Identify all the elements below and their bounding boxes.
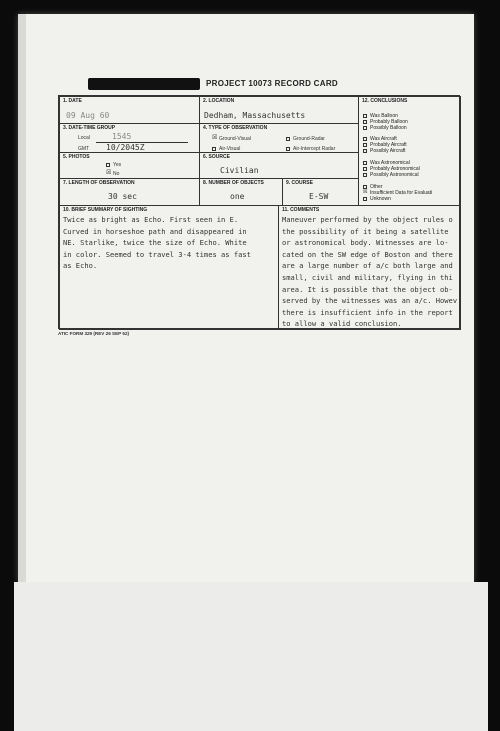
conclusion-item: Possibly Astronomical (363, 172, 419, 178)
date-cell (59, 96, 200, 124)
source-value: Civilian (220, 166, 259, 175)
date-value: 09 Aug 60 (66, 111, 110, 120)
checkbox-icon (363, 185, 367, 189)
conclusion-item: Probably Balloon (363, 119, 408, 125)
summary-cell (59, 205, 279, 330)
checkbox-icon (363, 143, 367, 147)
checked-box-icon: ☒ (212, 135, 218, 142)
checkbox-icon (363, 161, 367, 165)
checkbox-icon (286, 137, 290, 141)
checkbox-icon (363, 114, 367, 118)
photos-cell (59, 152, 200, 179)
checkbox-icon (363, 197, 367, 201)
conclusion-item: Possibly Aircraft (363, 148, 406, 154)
conclusion-item: Possibly Balloon (363, 125, 407, 131)
conclusion-item: Unknown (363, 196, 391, 202)
conclusion-item: ☒ Insufficient Data for Evaluati (363, 189, 433, 196)
dtg-label: 3. DATE-TIME GROUP (63, 125, 116, 131)
paper-edge (18, 14, 26, 582)
redaction-bar (88, 78, 200, 90)
comments-label: 11. COMMENTS (282, 207, 320, 213)
date-time-group-cell (59, 123, 200, 153)
air-visual-option: Air-Visual (212, 146, 240, 152)
checkbox-icon (363, 167, 367, 171)
paper-lower-area (14, 582, 488, 731)
conclusion-item: Probably Aircraft (363, 142, 407, 148)
location-label: 2. LOCATION (203, 98, 235, 104)
checkbox-icon (363, 149, 367, 153)
location-cell (199, 96, 359, 124)
length-label: 7. LENGTH OF OBSERVATION (63, 180, 135, 186)
source-cell (199, 152, 359, 179)
location-value: Dedham, Massachusetts (204, 111, 306, 120)
checkbox-icon (212, 147, 216, 151)
dtg-local-label: Local (78, 135, 90, 141)
conclusions-label: 12. CONCLUSIONS (362, 98, 408, 104)
record-card (58, 95, 460, 329)
dtg-gmt-label: GMT (78, 146, 90, 152)
ground-visual-option: ☒ Ground-Visual (212, 135, 251, 142)
source-label: 6. SOURCE (203, 154, 230, 160)
conclusion-item: Was Balloon (363, 113, 398, 119)
conclusion-item: Other (363, 184, 383, 190)
comments-text: Maneuver performed by the object rules o the possibility of it being a satellite or astronomical body. Witnesses are lo- cated on the SW edge of Boston and there are a large number of a/c both large and small, civil and military, flying in thi area. It is possible that the object ob- served by the witnesses was an a/c. Howev there is insufficient info in the report to allow a valid conclusion. (282, 215, 458, 329)
conclusion-item: Probably Astronomical (363, 166, 420, 172)
num-objects-label: 8. NUMBER OF OBJECTS (203, 180, 264, 186)
conclusion-item: Was Aircraft (363, 136, 397, 142)
length-observation-cell (59, 178, 200, 206)
summary-label: 10. BRIEF SUMMARY OF SIGHTING (63, 207, 148, 213)
type-observation-cell (199, 123, 359, 153)
card-title: PROJECT 10073 RECORD CARD (206, 79, 338, 88)
conclusions-cell (358, 96, 461, 206)
dtg-gmt-value: 10/2045Z (106, 143, 145, 152)
type-obs-label: 4. TYPE OF OBSERVATION (203, 125, 268, 131)
checkbox-icon (363, 137, 367, 141)
course-value: E-SW (309, 192, 329, 201)
summary-text: Twice as bright as Echo. First seen in E. Curved in horseshoe path and disappeared in NE. Starlike, twice the size of Echo. White in color. Seemed to travel 3-4 times as fast as Echo. (63, 215, 251, 271)
course-label: 9. COURSE (286, 180, 313, 186)
num-objects-value: one (230, 192, 245, 201)
checkbox-icon (106, 163, 110, 167)
checked-box-icon: ☒ (106, 170, 112, 177)
form-footer: ATIC FORM 329 (REV 26 SEP 52) (58, 331, 130, 336)
dtg-local-value: 1545 (112, 132, 132, 141)
photos-no-option: ☒ No (106, 170, 120, 177)
air-intercept-radar-option: Air-Intercept Radar (286, 146, 335, 152)
course-cell (282, 178, 359, 206)
photos-yes-option: Yes (106, 162, 121, 168)
comments-cell (278, 205, 461, 330)
ground-radar-option: Ground-Radar (286, 136, 325, 142)
date-label: 1. DATE (63, 98, 82, 104)
checkbox-icon (363, 173, 367, 177)
number-objects-cell (199, 178, 283, 206)
photos-label: 5. PHOTOS (63, 154, 90, 160)
checkbox-icon (363, 120, 367, 124)
checkbox-icon (363, 126, 367, 130)
checked-box-icon: ☒ (363, 189, 368, 196)
conclusion-item: Was Astronomical (363, 160, 410, 166)
checkbox-icon (286, 147, 290, 151)
length-value: 30 sec (108, 192, 137, 201)
